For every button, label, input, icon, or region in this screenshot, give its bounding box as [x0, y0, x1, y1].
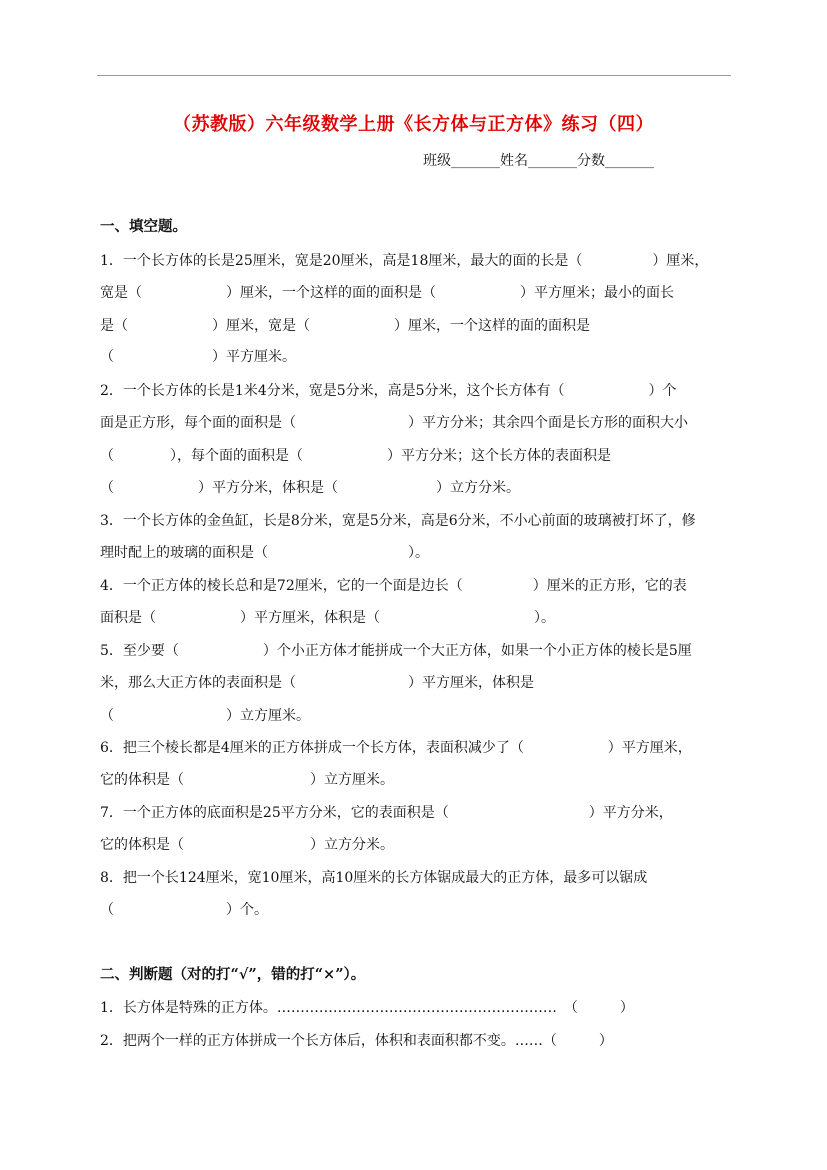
question-line: 4．一个正方体的棱长总和是72厘米，它的一个面是边长（ ）厘米的正方形，它的表: [100, 578, 687, 594]
question-line: 8．把一个长124厘米，宽10厘米，高10厘米的长方体锯成最大的正方体，最多可以锯成: [100, 870, 648, 886]
section-true-false-heading: 二、判断题（对的打“√”，错的打“×”）。: [100, 966, 366, 983]
question-line: 5．至少要（ ）个小正方体才能拼成一个大正方体，如果一个小正方体的棱长是5厘: [100, 643, 692, 659]
question-line: 面是正方形，每个面的面积是（ ）平方分米；其余四个面是长方形的面积大小: [100, 415, 688, 431]
question-line: 1．一个长方体的长是25厘米，宽是20厘米，高是18厘米，最大的面的长是（ ）厘米，: [100, 253, 709, 269]
question-line: 理时配上的玻璃的面积是（ ）。: [100, 545, 429, 561]
question-line: 7．一个正方体的底面积是25平方分米，它的表面积是（ ）平方分米，: [100, 805, 673, 821]
question-line: 2．把两个一样的正方体拼成一个长方体后，体积和表面积都不变。……（ ）: [100, 1033, 613, 1049]
student-info-line: 班级_______姓名_______分数_______: [423, 153, 654, 169]
question-line: 宽是（ ）厘米，一个这样的面的面积是（ ）平方厘米；最小的面长: [100, 285, 674, 301]
question-line: 米，那么大正方体的表面积是（ ）平方厘米，体积是: [100, 675, 534, 691]
question-line: 是（ ）厘米，宽是（ ）厘米，一个这样的面的面积是: [100, 318, 590, 334]
question-line: 3．一个长方体的金鱼缸，长是8分米，宽是5分米，高是6分米，不小心前面的玻璃被打坏了，修: [100, 513, 696, 529]
question-line: 它的体积是（ ）立方分米。: [100, 837, 394, 853]
question-line: （ ）平方分米，体积是（ ）立方分米。: [100, 480, 520, 496]
question-line: 6．把三个棱长都是4厘米的正方体拼成一个长方体，表面积减少了（ ）平方厘米，: [100, 740, 692, 756]
question-line: 它的体积是（ ）立方厘米。: [100, 772, 394, 788]
header-rule: [97, 75, 731, 76]
question-line: （ ）平方厘米。: [100, 349, 296, 365]
page-title: （苏教版）六年级数学上册《长方体与正方体》练习（四）: [173, 114, 654, 135]
question-line: （ ）立方厘米。: [100, 708, 310, 724]
section-fill-blank-heading: 一、填空题。: [100, 218, 187, 235]
question-line: （ ），每个面的面积是（ ）平方分米；这个长方体的表面积是: [100, 448, 611, 464]
question-line: 2．一个长方体的长是1米4分米，宽是5分米，高是5分米，这个长方体有（ ）个: [100, 383, 677, 399]
question-line: 面积是（ ）平方厘米，体积是（ ）。: [100, 610, 555, 626]
question-line: （ ）个。: [100, 902, 268, 918]
question-line: 1．长方体是特殊的正方体。…………………………………………………… （ ）: [100, 1000, 634, 1016]
